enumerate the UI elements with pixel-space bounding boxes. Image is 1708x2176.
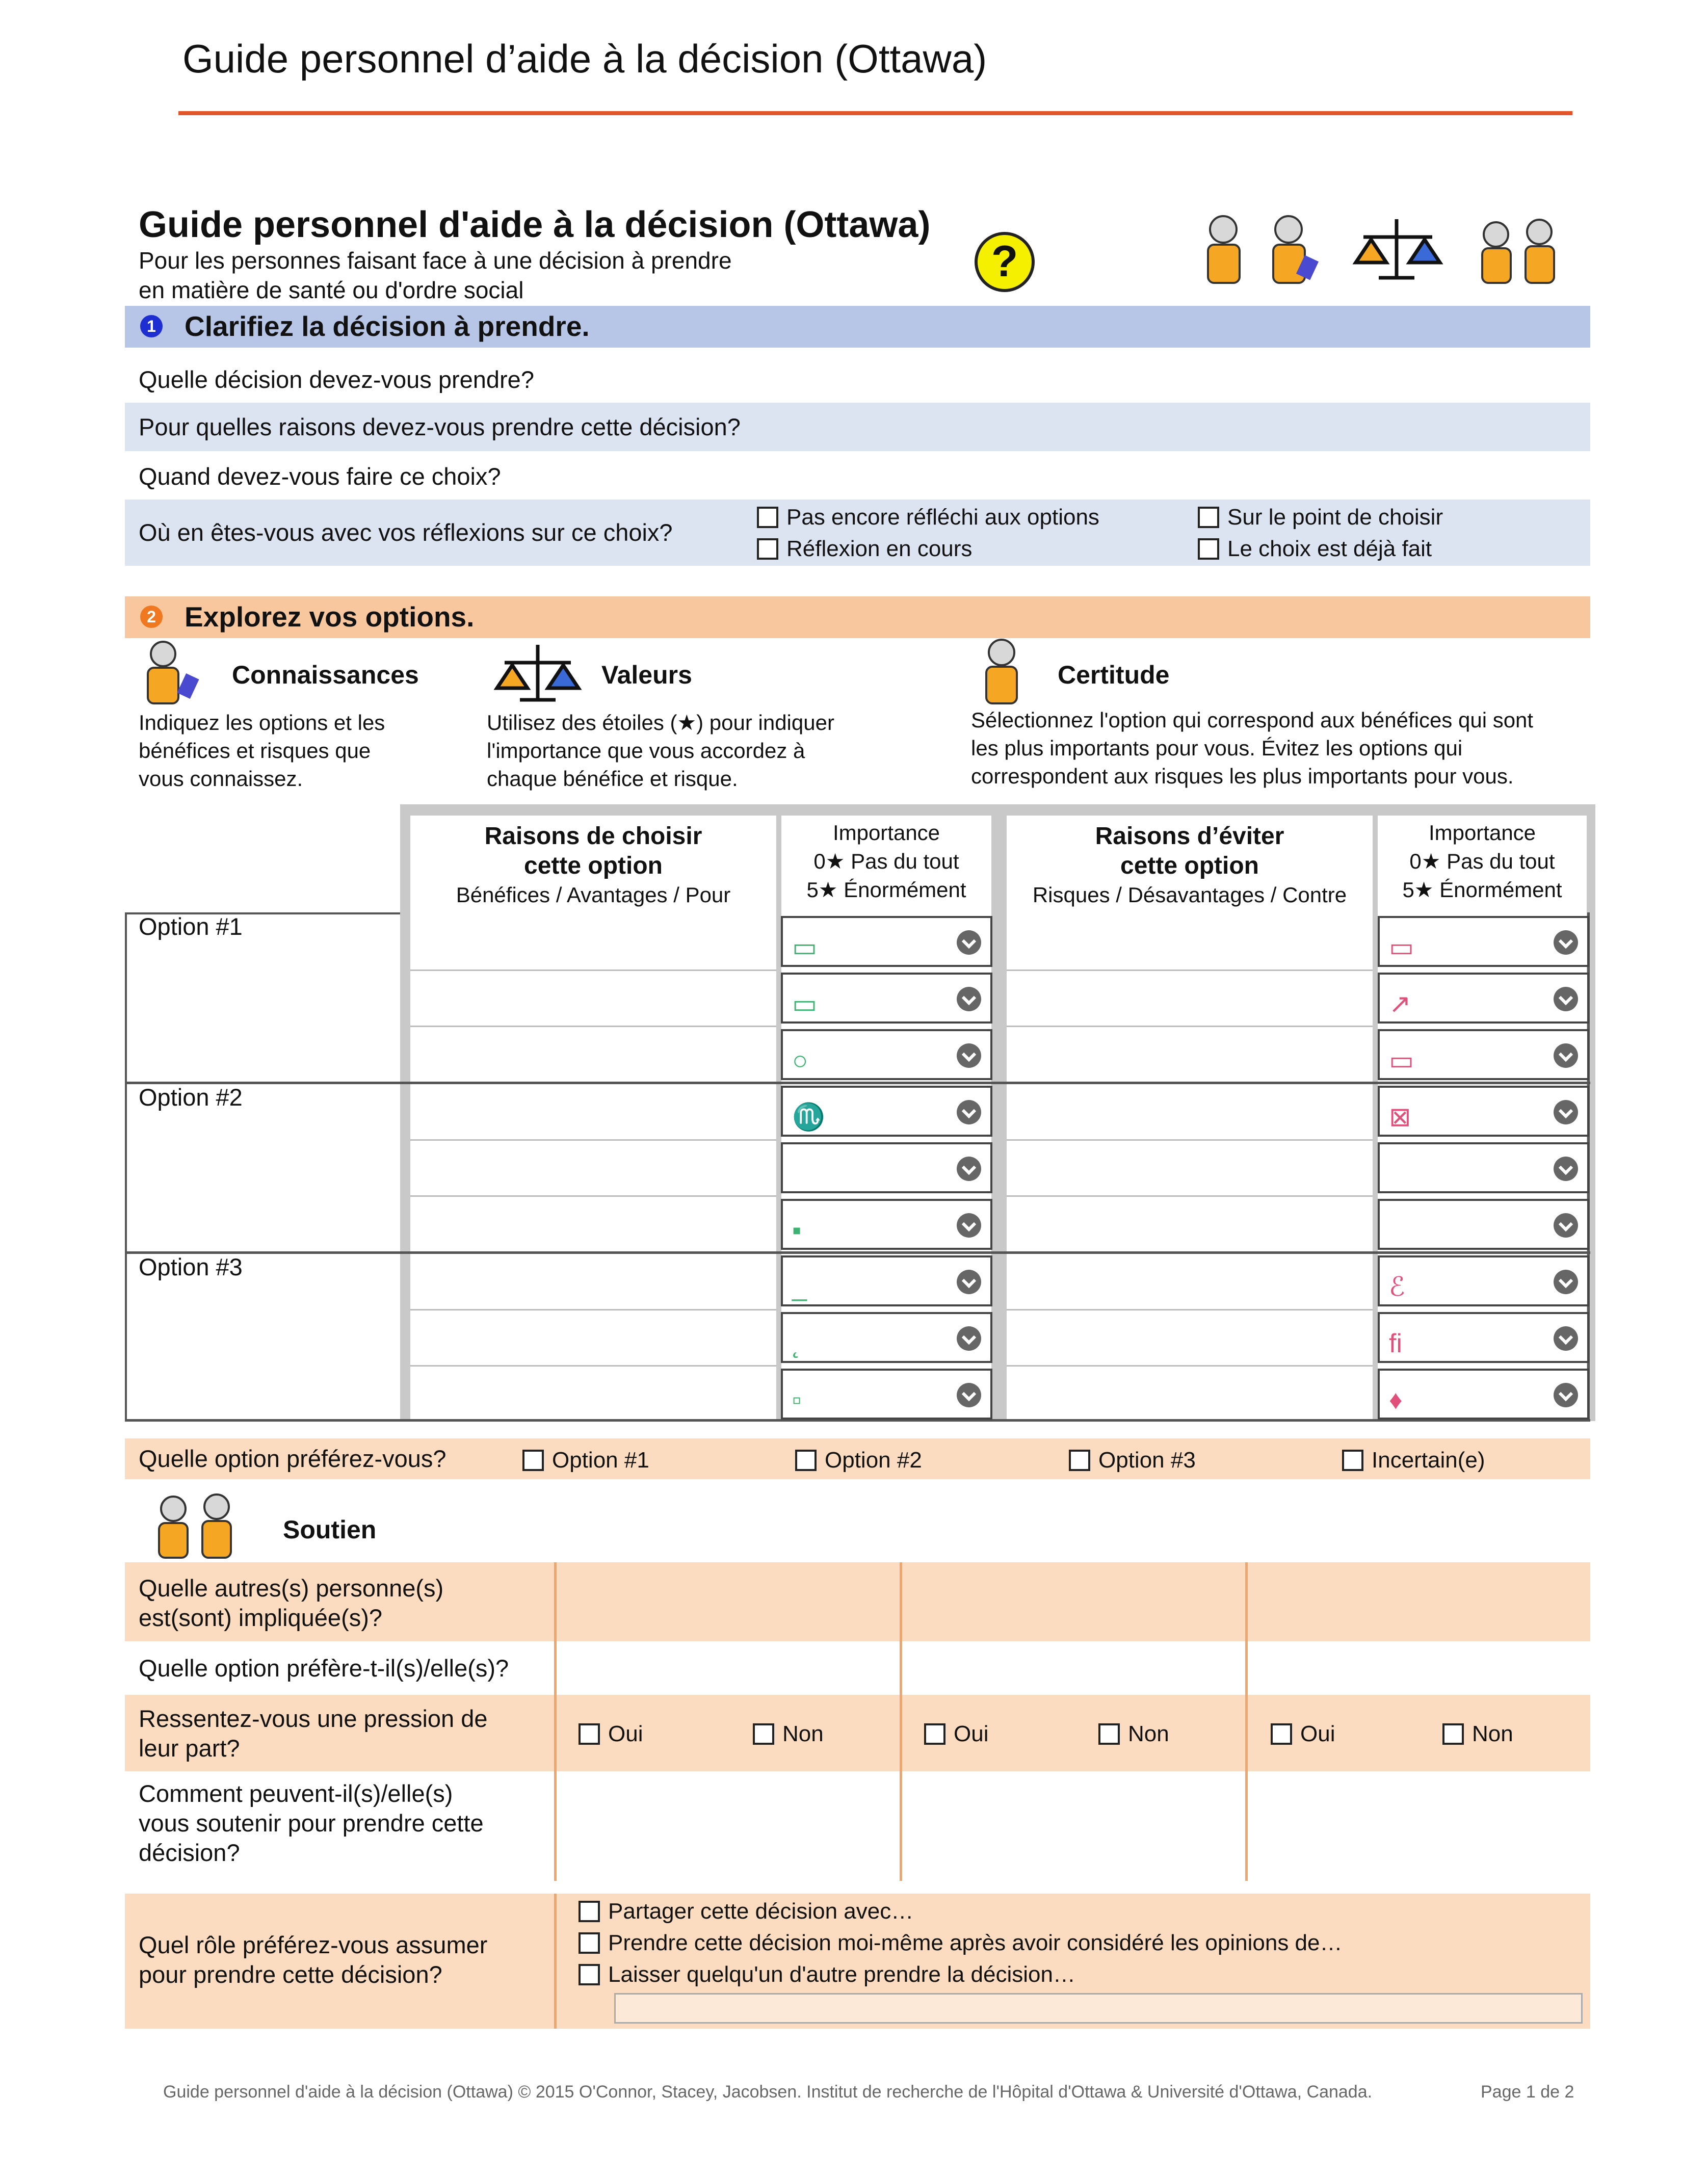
pros-importance-select[interactable] [781, 1029, 992, 1080]
support-who-question [125, 1574, 443, 1633]
values-title: Valeurs [601, 661, 692, 689]
chevron-down-icon [1554, 1326, 1578, 1351]
row-divider [1007, 1365, 1373, 1367]
option-3-label: Option #3 [139, 1253, 243, 1280]
knowledge-icon [140, 640, 206, 706]
pressure-no-checkbox[interactable]: Non [753, 1721, 824, 1747]
cons-importance-header [1378, 816, 1587, 912]
certainty-desc-line: les plus importants pour vous. Évitez les options qui [971, 736, 1463, 760]
pros-importance-select[interactable] [781, 1142, 992, 1193]
form-subtitle-line-1: Pour les personnes faisant face à une décision à prendre [139, 247, 732, 274]
cons-importance-select[interactable] [1378, 1199, 1589, 1250]
chevron-down-icon [957, 1326, 981, 1351]
support-person-1-field[interactable] [557, 1562, 899, 1641]
chevron-down-icon [1554, 987, 1578, 1011]
cons-importance-select[interactable] [1378, 1312, 1589, 1363]
row-divider [410, 1309, 776, 1310]
stage-already-chosen-checkbox[interactable]: Le choix est déjà fait [1198, 536, 1432, 562]
chevron-down-icon [957, 987, 981, 1011]
pressure-no-checkbox[interactable]: Non [1098, 1721, 1169, 1747]
prefer-option-2-checkbox[interactable]: Option #2 [795, 1448, 922, 1473]
support-how-row [125, 1774, 1590, 1881]
when-question-row[interactable] [125, 454, 1590, 500]
support-column-divider [1245, 1562, 1248, 1881]
support-how-line: vous soutenir pour prendre cette [139, 1810, 484, 1837]
importance-value: ▭ [1389, 1046, 1414, 1076]
importance-low: 0★ Pas du tout [813, 849, 959, 873]
importance-value: ▭ [792, 989, 818, 1019]
support-preference-row [125, 1645, 1590, 1691]
importance-value: ♦ [1389, 1385, 1403, 1415]
values-desc-line: chaque bénéfice et risque. [487, 767, 738, 791]
help-icon[interactable]: ? [975, 232, 1035, 292]
cons-importance-select[interactable] [1378, 1142, 1589, 1193]
pressure-yes-checkbox[interactable]: Oui [579, 1721, 643, 1747]
importance-high: 5★ Énormément [806, 878, 966, 902]
scale-icon [489, 640, 586, 706]
values-description [487, 709, 834, 793]
importance-value: ▭ [1389, 933, 1414, 962]
prefer-option-3-checkbox[interactable]: Option #3 [1069, 1448, 1196, 1473]
row-divider [410, 1026, 776, 1027]
support-pressure-question [125, 1704, 488, 1763]
pressure-yes-checkbox[interactable]: Oui [924, 1721, 988, 1747]
chevron-down-icon [1554, 1383, 1578, 1407]
pros-importance-select[interactable] [781, 916, 992, 967]
values-desc-line: Utilisez des étoiles (★) pour indiquer [487, 711, 834, 735]
option-2-label: Option #2 [139, 1084, 243, 1111]
section-1-number: 1 [140, 315, 163, 337]
cons-importance-select[interactable] [1378, 1086, 1589, 1137]
prefer-option-1-checkbox[interactable]: Option #1 [522, 1448, 649, 1473]
option-1-label: Option #1 [139, 913, 243, 940]
preferred-option-row [125, 1438, 1590, 1479]
importance-value: ○ [792, 1046, 808, 1076]
cons-column[interactable] [1007, 912, 1373, 1421]
section-2-header [125, 596, 1590, 638]
cons-importance-select[interactable] [1378, 973, 1589, 1024]
chevron-down-icon [1554, 930, 1578, 955]
knowledge-desc-line: vous connaissez. [139, 767, 303, 791]
support-people-icon [153, 1493, 242, 1560]
pressure-no-checkbox[interactable]: Non [1442, 1721, 1513, 1747]
stage-close-to-choosing-checkbox[interactable]: Sur le point de choisir [1198, 505, 1443, 530]
chevron-down-icon [957, 1383, 981, 1407]
section-1-header [125, 306, 1590, 348]
chevron-down-icon [1554, 1213, 1578, 1238]
pros-importance-select[interactable] [781, 1255, 992, 1306]
certainty-person-icon [979, 637, 1030, 706]
certainty-desc-line: Sélectionnez l'option qui correspond aux bénéfices qui sont [971, 708, 1534, 732]
header-divider [178, 111, 1572, 115]
importance-value: ▭ [792, 933, 818, 962]
role-other-checkbox[interactable]: Laisser quelqu'un d'autre prendre la décision… [579, 1962, 1075, 1987]
support-preference-question: Quelle option préfère-t-il(s)/elle(s)? [139, 1655, 509, 1682]
row-divider [410, 1139, 776, 1141]
importance-value: _ [792, 1272, 807, 1302]
knowledge-desc-line: bénéfices et risques que [139, 739, 371, 763]
values-desc-line: l'importance que vous accordez à [487, 739, 805, 763]
support-person-3-field[interactable] [1248, 1562, 1590, 1641]
support-who-line: Quelle autres(s) personne(s) [139, 1575, 444, 1602]
knowledge-desc-line: Indiquez les options et les [139, 711, 385, 735]
cons-importance-select[interactable] [1378, 1255, 1589, 1306]
importance-value: ↗ [1389, 989, 1411, 1019]
cons-header [1007, 816, 1373, 912]
chevron-down-icon [957, 1043, 981, 1068]
certainty-desc-line: correspondent aux risques les plus importants pour vous. [971, 764, 1514, 788]
knowledge-description [139, 709, 385, 793]
chevron-down-icon [957, 930, 981, 955]
chevron-down-icon [957, 1100, 981, 1124]
two-people-icon [1482, 220, 1554, 283]
role-question-line: Quel rôle préférez-vous assumer [139, 1931, 488, 1958]
row-divider [1007, 1309, 1373, 1310]
form-title: Guide personnel d'aide à la décision (Ottawa) [139, 204, 931, 245]
row-divider [1007, 1195, 1373, 1197]
pros-subtitle: Bénéfices / Avantages / Pour [456, 883, 731, 907]
importance-value: ˛ [792, 1329, 801, 1358]
row-divider [1007, 1139, 1373, 1141]
importance-value: ﬁ [1389, 1329, 1402, 1358]
stage-question-row [125, 500, 1590, 566]
page-number: Page 1 de 2 [1481, 2082, 1574, 2102]
section-2-number: 2 [140, 606, 163, 628]
certainty-title: Certitude [1058, 661, 1170, 689]
knowledge-title: Connaissances [232, 661, 419, 689]
scale-icon [1356, 219, 1440, 278]
stage-considering-checkbox[interactable]: Réflexion en cours [757, 536, 972, 562]
row-divider [410, 969, 776, 971]
row-divider [410, 1195, 776, 1197]
pros-column[interactable] [410, 912, 776, 1421]
role-question [125, 1930, 487, 1989]
pros-importance-select[interactable] [781, 1199, 992, 1250]
row-divider [1007, 969, 1373, 971]
importance-value: ▪ [792, 1216, 802, 1245]
pressure-yes-checkbox[interactable]: Oui [1271, 1721, 1335, 1747]
chevron-down-icon [1554, 1157, 1578, 1181]
prefer-unsure-checkbox[interactable]: Incertain(e) [1342, 1448, 1485, 1473]
section-1-title: Clarifiez la décision à prendre. [185, 310, 590, 342]
support-pressure-line: Ressentez-vous une pression de [139, 1705, 488, 1732]
pros-title-line: cette option [524, 852, 663, 879]
importance-low: 0★ Pas du tout [1409, 849, 1555, 873]
role-column-divider [554, 1894, 557, 2029]
reasons-question-label: Pour quelles raisons devez-vous prendre cette décision? [139, 413, 741, 440]
form-subtitle-line-2: en matière de santé ou d'ordre social [139, 277, 524, 303]
cons-importance-select[interactable] [1378, 1369, 1589, 1420]
role-self-checkbox[interactable]: Prendre cette décision moi-même après avoir considéré les opinions de… [579, 1930, 1342, 1956]
role-row [125, 1894, 1590, 2029]
pros-header [410, 816, 776, 912]
row-divider [410, 1365, 776, 1367]
cons-importance-select[interactable] [1378, 1029, 1589, 1080]
person-reading-icon [1273, 216, 1319, 283]
support-who-line: est(sont) impliquée(s)? [139, 1604, 383, 1631]
chevron-down-icon [1554, 1043, 1578, 1068]
form-subtitle [139, 246, 732, 305]
chevron-down-icon [957, 1270, 981, 1294]
role-detail-input[interactable] [614, 1993, 1583, 2024]
chevron-down-icon [957, 1157, 981, 1181]
support-how-line: Comment peuvent-il(s)/elle(s) [139, 1780, 453, 1807]
section-2-title: Explorez vos options. [185, 601, 475, 633]
pros-importance-select[interactable] [781, 1369, 992, 1420]
decision-question-label: Quelle décision devez-vous prendre? [139, 366, 534, 393]
support-person-2-field[interactable] [903, 1562, 1244, 1641]
importance-value: ♏ [792, 1103, 825, 1132]
support-pressure-row [125, 1695, 1590, 1771]
support-title: Soutien [283, 1515, 377, 1544]
chevron-down-icon [1554, 1100, 1578, 1124]
certainty-description [971, 706, 1533, 790]
pros-importance-select[interactable] [781, 973, 992, 1024]
role-question-line: pour prendre cette décision? [139, 1961, 442, 1988]
option-label-column [125, 912, 400, 1421]
decision-question-row[interactable] [125, 357, 1590, 403]
stage-not-considered-checkbox[interactable]: Pas encore réfléchi aux options [757, 505, 1099, 530]
stage-question-label: Où en êtes-vous avec vos réflexions sur ce choix? [139, 519, 673, 546]
cons-title-line: Raisons d’éviter [1095, 823, 1284, 850]
pros-importance-header [781, 816, 991, 912]
reasons-question-row[interactable] [125, 403, 1590, 451]
pros-importance-select[interactable] [781, 1312, 992, 1363]
cons-title-line: cette option [1120, 852, 1259, 879]
header-pictograms [1203, 212, 1570, 288]
person-thinking-icon [1208, 216, 1240, 283]
support-column-divider [554, 1562, 557, 1881]
role-share-checkbox[interactable]: Partager cette décision avec… [579, 1899, 913, 1924]
cons-subtitle: Risques / Désavantages / Contre [1032, 883, 1347, 907]
option-divider [125, 1251, 1590, 1254]
row-divider [1007, 1026, 1373, 1027]
support-how-question [125, 1779, 484, 1868]
importance-value: ▫ [792, 1385, 802, 1415]
document-title: Guide personnel d’aide à la décision (Ottawa) [182, 36, 987, 81]
support-column-divider [900, 1562, 902, 1881]
footer-credit: Guide personnel d'aide à la décision (Ottawa) © 2015 O'Connor, Stacey, Jacobsen. Institut de recherche de l'Hôpital d'Ottawa & Université d'Ottawa, Canada. [163, 2082, 1373, 2102]
when-question-label: Quand devez-vous faire ce choix? [139, 463, 501, 490]
option-divider [125, 1082, 1590, 1084]
importance-title: Importance [832, 821, 940, 845]
support-pressure-line: leur part? [139, 1735, 240, 1762]
cons-importance-select[interactable] [1378, 916, 1589, 967]
chevron-down-icon [957, 1213, 981, 1238]
pros-importance-select[interactable] [781, 1086, 992, 1137]
support-how-line: décision? [139, 1839, 240, 1866]
importance-title: Importance [1428, 821, 1536, 845]
importance-high: 5★ Énormément [1402, 878, 1562, 902]
importance-value: ℰ [1389, 1272, 1405, 1302]
importance-value: ⊠ [1389, 1103, 1411, 1132]
pros-title-line: Raisons de choisir [484, 823, 702, 850]
preferred-option-question: Quelle option préférez-vous? [139, 1445, 446, 1472]
chevron-down-icon [1554, 1270, 1578, 1294]
